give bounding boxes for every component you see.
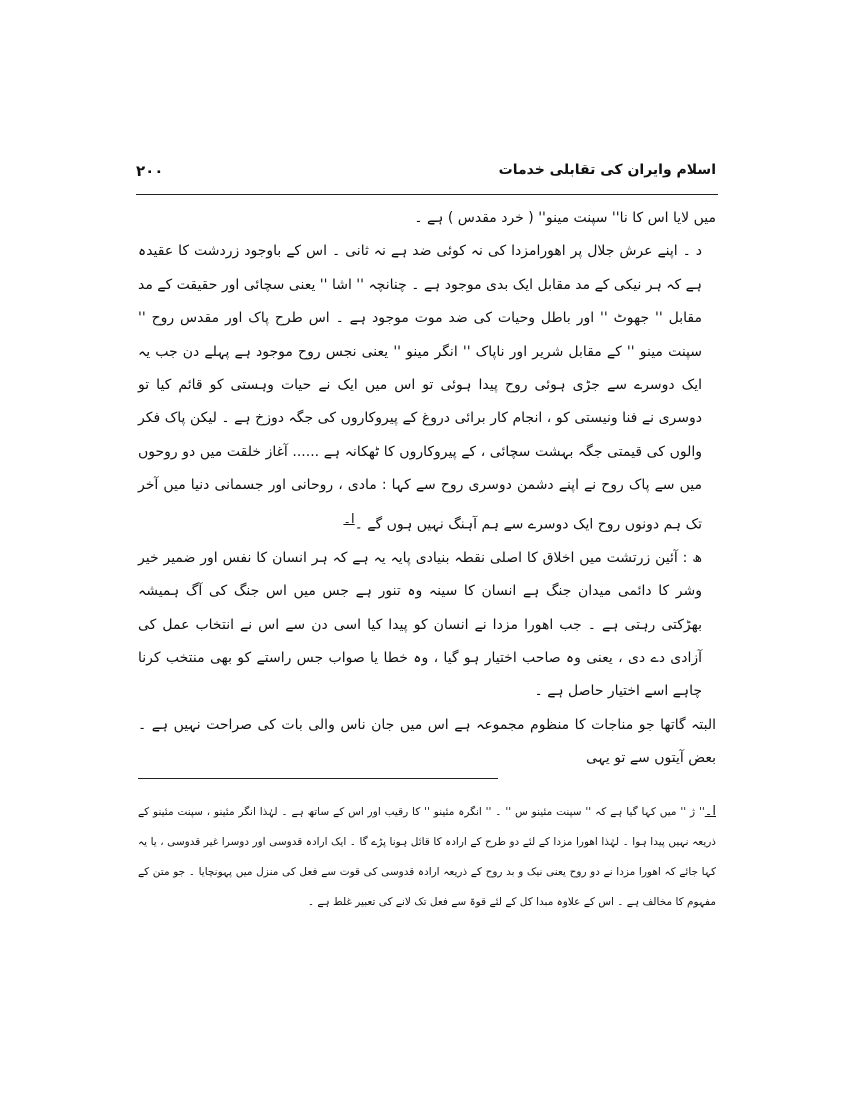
paragraph-dal-text: د ۔ اپنے عرش جلال پر اهورامزدا کی نہ کوئی ضد ہے نہ ثانی ۔ اس کے باوجود زردشت کا عقیدہ ہے کہ ہر نیکی کے مد مقابل ایک بدی موجود ہے ۔ چنانچہ '' اشا '' یعنی سچائی اور حقیقت کے مد مقابل '' جھوٹ '' اور باطل وحیات کی ضد موت موجود ہے ۔ اس طرح پاک اور مقدس روح '' سپنت مینو '' کے مقابل شریر اور ناپاک '' انگر مینو '' یعنی نجس روح موجود ہے پہلے دن جب یہ ایک دوسرے سے جڑی ہوئی روح پیدا ہوئی تو اس میں ایک نے حیات وہستی کو قائم کیا تو دوسری نے فنا ونیستی کو ، انجام کار برائی دروغ کے پیروکاروں کی جگہ دوزخ ہے ۔ لیکن پاک فکر والوں کی قیمتی جگہ بہشت سچائی ، کے پیروکاروں کا ٹھکانہ ہے ...... آغاز خلقت میں دو روحوں میں سے پاک روح نے اپنے دشمن دوسری روح سے کہا : مادی ، روحانی اور جسمانی دنیا میں آخر تک ہم دونوں روح ایک دوسرے سے ہم آہنگ نہیں ہوں گے ۔ (138, 243, 702, 533)
footnote (138, 797, 716, 917)
paragraph-dal (138, 235, 716, 541)
header-rule (136, 194, 718, 195)
header-title: اسلام وایران کی تقابلی خدمات (498, 162, 716, 178)
paragraph-he: ھ : آئین زرتشت میں اخلاق کا اصلی نقطہ بنیادی پایہ یہ ہے کہ ہر انسان کا نفس اور ضمیر خیر وشر کا دائمی میدان جنگ ہے انسان کا سینہ وہ تنور ہے جس میں اس جنگ کی آگ ہمیشہ بھڑکتی رہتی ہے ۔ جب اهورا مزدا نے انسان کو پیدا کیا اسی دن سے اس نے انتخاب عمل کی آزادی دے دی ، یعنی وہ صاحب اختیار ہو گیا ، وہ خطا یا صواب جس راستے کو بھی منتخب کرنا چاہے اسے اختیار حاصل ہے ۔ (138, 549, 702, 700)
paragraph-continuation: میں لایا اس کا نا'' سپنت مینو'' ( خرد مقدس ) ہے ۔ (414, 210, 716, 226)
footnote-text: '' ژ '' میں کہا گیا ہے کہ '' سپنت مئینو س '' ۔ '' انگرہ مئینو '' کا رقیب اور اس کے ساتھ ہے ۔ لہٰذا انگر مئینو ، سپنت مئینو کے ذریعہ نہیں پیدا ہوا ۔ لہٰذا اهورا مزدا کے لئے دو طرح کے ارادہ کا قائل ہونا پڑے گا ۔ ایک ارادہ قدوسی اور دوسرا غیر قدوسی ، یا یہ کہا جائے کہ اهورا مزدا نے دو روح یعنی نیک و بد روح کے ذریعہ ارادہ قدوسی کی قوت سے فعل کی منزل میں پہونچایا ۔ جو متن کے مفہوم کا مخالف ہے ۔ اس کے علاوہ مبدا کل کے لئے قوۃ سے فعل تک لانے کی تعبیر غلط ہے ۔ (138, 806, 716, 908)
footnote-separator (138, 778, 498, 779)
footnote-reference[interactable]: ا۔ (343, 511, 355, 527)
running-header (136, 158, 716, 190)
footnote-paragraph (138, 797, 716, 917)
footnote-marker: ا۔ (704, 804, 716, 819)
paragraph-gatha: البتہ گاتھا جو مناجات کا منظوم مجموعہ ہے اس میں جان ناس والی بات کی صراحت نہیں ہے ۔ بعض آیتوں سے تو یہی (138, 716, 716, 767)
body-text (138, 202, 716, 776)
page-number: ۲۰۰ (136, 162, 164, 180)
